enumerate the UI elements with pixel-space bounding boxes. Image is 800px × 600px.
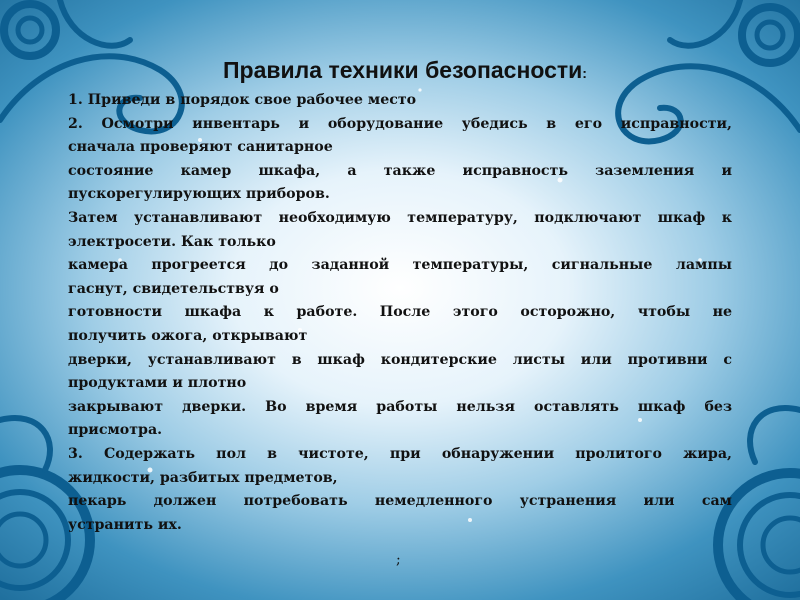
rule-line: пускорегулирующих приборов. [68,186,330,203]
rule-line: продуктами и плотно [68,375,247,392]
rule-line: закрывают дверки. Во время работы нельзя оставлять шкаф без [68,398,732,415]
rule-line: устранить их. [68,516,182,533]
rule-line: 1. Приведи в порядок свое рабочее место [68,92,417,108]
rule-line: гаснут, свидетельствуя о [68,280,279,297]
rule-line: готовности шкафа к работе. После этого осторожно, чтобы не [68,304,732,321]
rule-line: Затем устанавливают необходимую температуру, подключают шкаф к [68,209,732,226]
rule-line: состояние камер шкафа, а также исправность заземления и [68,162,732,179]
rule-line: сначала проверяют санитарное [68,139,333,156]
rule-line: электросети. Как только [68,233,276,250]
rule-line: присмотра. [68,422,163,439]
rule-line: получить ожога, открывают [68,327,308,344]
rule-line: 2. Осмотри инвентарь и оборудование убедись в его исправности, [68,115,732,132]
rule-line: пекарь должен потребовать немедленного устранения или сам [68,493,732,510]
rule-line: дверки, устанавливают в шкаф кондитерские листы или противни с [68,351,732,368]
safety-rules-text [68,54,732,537]
title-colon: : [582,65,587,81]
page-title [78,54,732,89]
rule-line: 3. Содержать пол в чистоте, при обнаружении пролитого жира, [68,445,732,462]
rule-line: жидкости, разбитых предметов, [68,469,338,486]
trailing-semicolon: ; [396,552,401,568]
rule-line: камера прогреется до заданной температуры, сигнальные лампы [68,257,732,274]
title-text: Правила техники безопасности [223,57,583,83]
